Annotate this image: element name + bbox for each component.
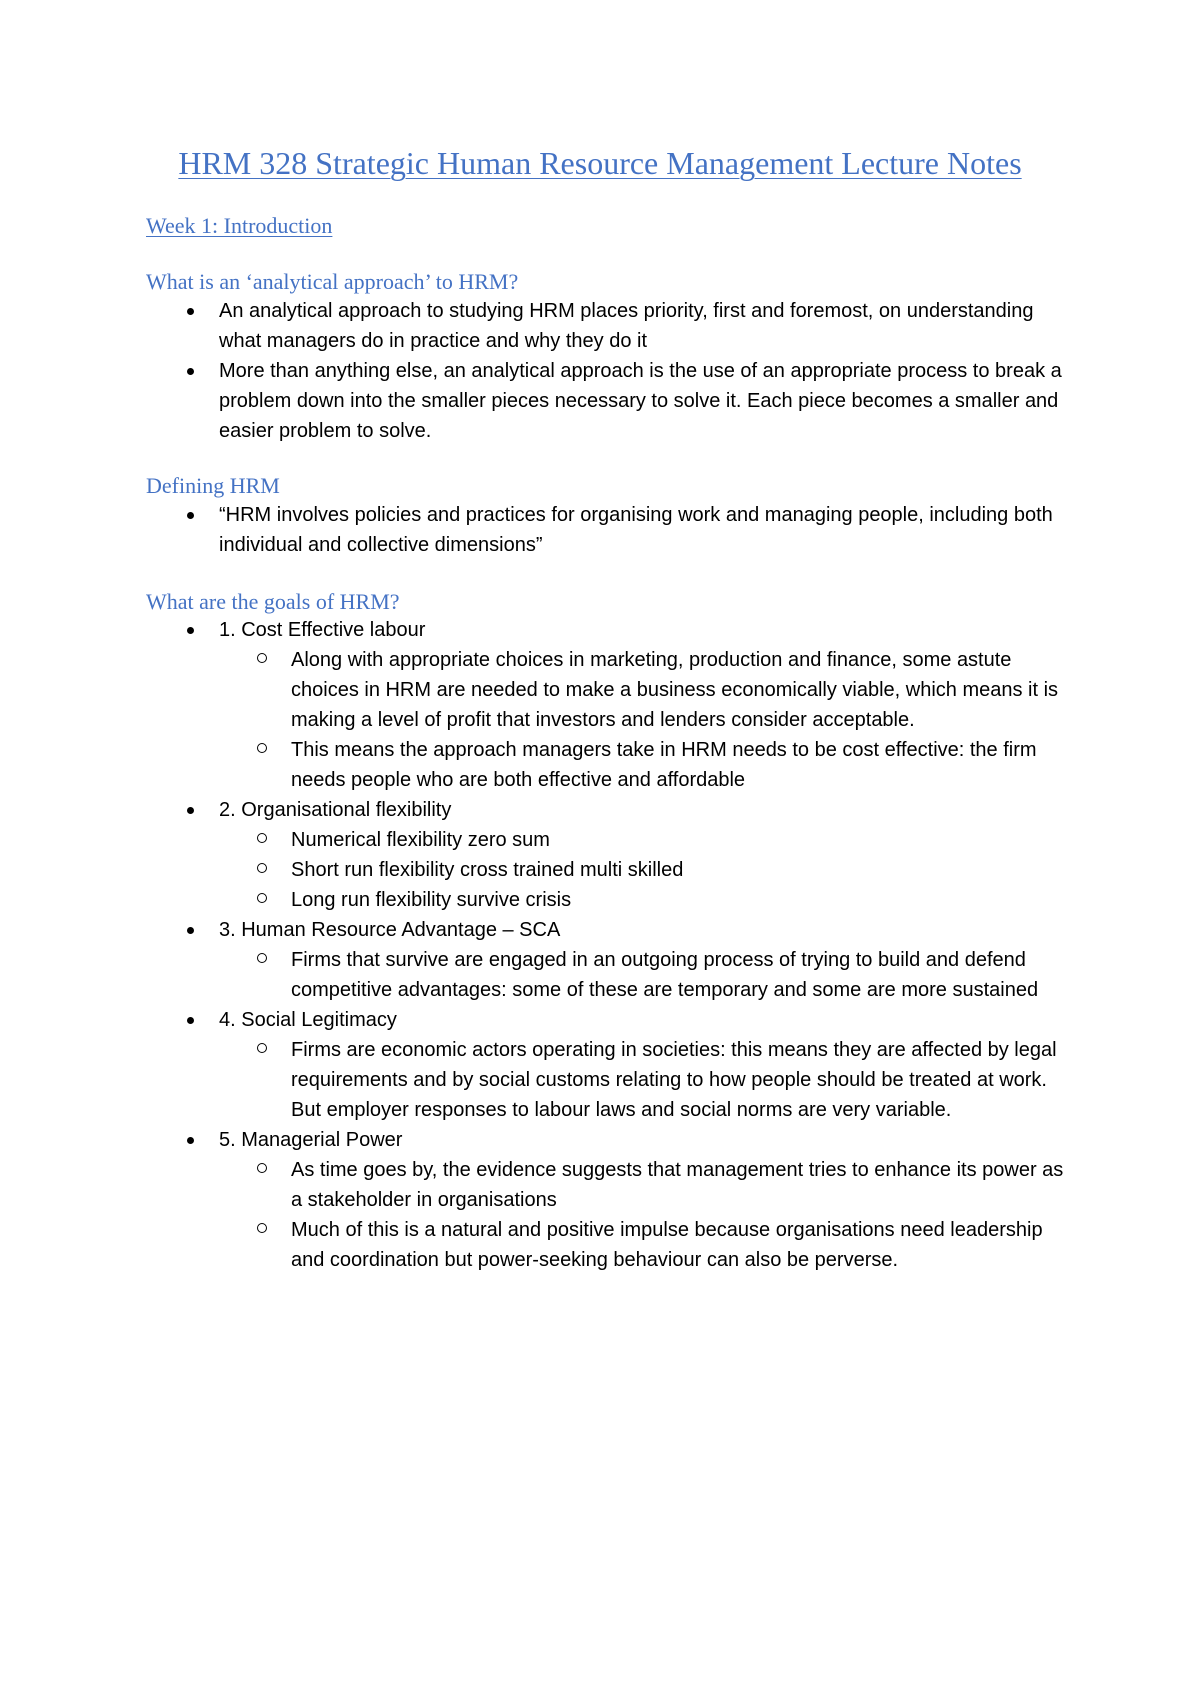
circle-bullet-icon [257,833,267,843]
list-item [0,915,1069,1005]
defining-hrm-heading: Defining HRM [146,473,280,498]
analytical-approach-list [0,296,1200,446]
sub-list-item-text: Firms are economic actors operating in societies: this means they are affected by legal requirements and by social customs relating to how people should be treated at work. But employer responses to labour laws and social norms are very variable. [291,1039,1057,1121]
goal-sublist [219,825,1069,915]
document-title: HRM 328 Strategic Human Resource Management Lecture Notes [178,145,1022,181]
sub-list-item-text: Much of this is a natural and positive impulse because organisations need leadership and coordination but power-seeking behaviour can also be perverse. [291,1219,1043,1271]
circle-bullet-icon [257,743,267,753]
sub-list-item-text: This means the approach managers take in HRM needs to be cost effective: the firm needs people who are both effective and affordable [291,739,1037,791]
goal-label: 3. Human Resource Advantage – SCA [219,919,561,941]
circle-bullet-icon [257,653,267,663]
list-item [0,500,1069,560]
goal-label: 5. Managerial Power [219,1129,403,1151]
list-item [0,296,1069,356]
sub-list-item-text: Numerical flexibility zero sum [291,829,550,851]
goal-sublist [219,1155,1069,1275]
goal-sublist [219,645,1069,795]
circle-bullet-icon [257,863,267,873]
bullet-icon [187,807,194,814]
list-item [0,1005,1069,1125]
sub-list-item [291,1035,1071,1125]
list-item-text: “HRM involves policies and practices for organising work and managing people, including both individual and collective dimensions” [219,504,1053,556]
bullet-icon [187,927,194,934]
list-item-text: An analytical approach to studying HRM places priority, first and foremost, on understanding what managers do in practice and why they do it [219,300,1034,352]
circle-bullet-icon [257,953,267,963]
bullet-icon [187,1017,194,1024]
sub-list-item [291,885,1071,915]
bullet-icon [187,1137,194,1144]
goals-list [0,615,1200,1275]
sub-list-item [291,645,1071,735]
goal-label: 1. Cost Effective labour [219,619,426,641]
list-item [0,795,1069,915]
bullet-icon [187,512,194,519]
goal-label: 2. Organisational flexibility [219,799,452,821]
goal-label: 4. Social Legitimacy [219,1009,397,1031]
sub-list-item [291,735,1071,795]
goals-heading: What are the goals of HRM? [146,589,400,614]
sub-list-item [291,1155,1071,1215]
list-item-text: More than anything else, an analytical approach is the use of an appropriate process to break a problem down into the smaller pieces necessary to solve it. Each piece becomes a smaller and easier problem to solve. [219,360,1062,442]
goal-sublist [219,1035,1069,1125]
sub-list-item-text: Firms that survive are engaged in an outgoing process of trying to build and defend competitive advantages: some of these are temporary and some are more sustained [291,949,1039,1001]
sub-list-item [291,945,1071,1005]
bullet-icon [187,627,194,634]
sub-list-item [291,855,1071,885]
sub-list-item [291,1215,1071,1275]
sub-list-item [291,825,1071,855]
bullet-icon [187,368,194,375]
list-item [0,615,1069,795]
list-item [0,1125,1069,1275]
sub-list-item-text: Long run flexibility survive crisis [291,889,572,911]
defining-hrm-list [0,500,1200,560]
sub-list-item-text: As time goes by, the evidence suggests that management tries to enhance its power as a stakeholder in organisations [291,1159,1064,1211]
list-item [0,356,1069,446]
circle-bullet-icon [257,893,267,903]
circle-bullet-icon [257,1223,267,1233]
circle-bullet-icon [257,1163,267,1173]
goal-sublist [219,945,1069,1005]
sub-list-item-text: Short run flexibility cross trained multi skilled [291,859,684,881]
week-heading: Week 1: Introduction [146,213,333,238]
sub-list-item-text: Along with appropriate choices in marketing, production and finance, some astute choices in HRM are needed to make a business economically viable, which means it is making a level of profit that investors and lenders consider acceptable. [291,649,1059,731]
bullet-icon [187,308,194,315]
circle-bullet-icon [257,1043,267,1053]
analytical-approach-heading: What is an ‘analytical approach’ to HRM? [146,269,519,294]
